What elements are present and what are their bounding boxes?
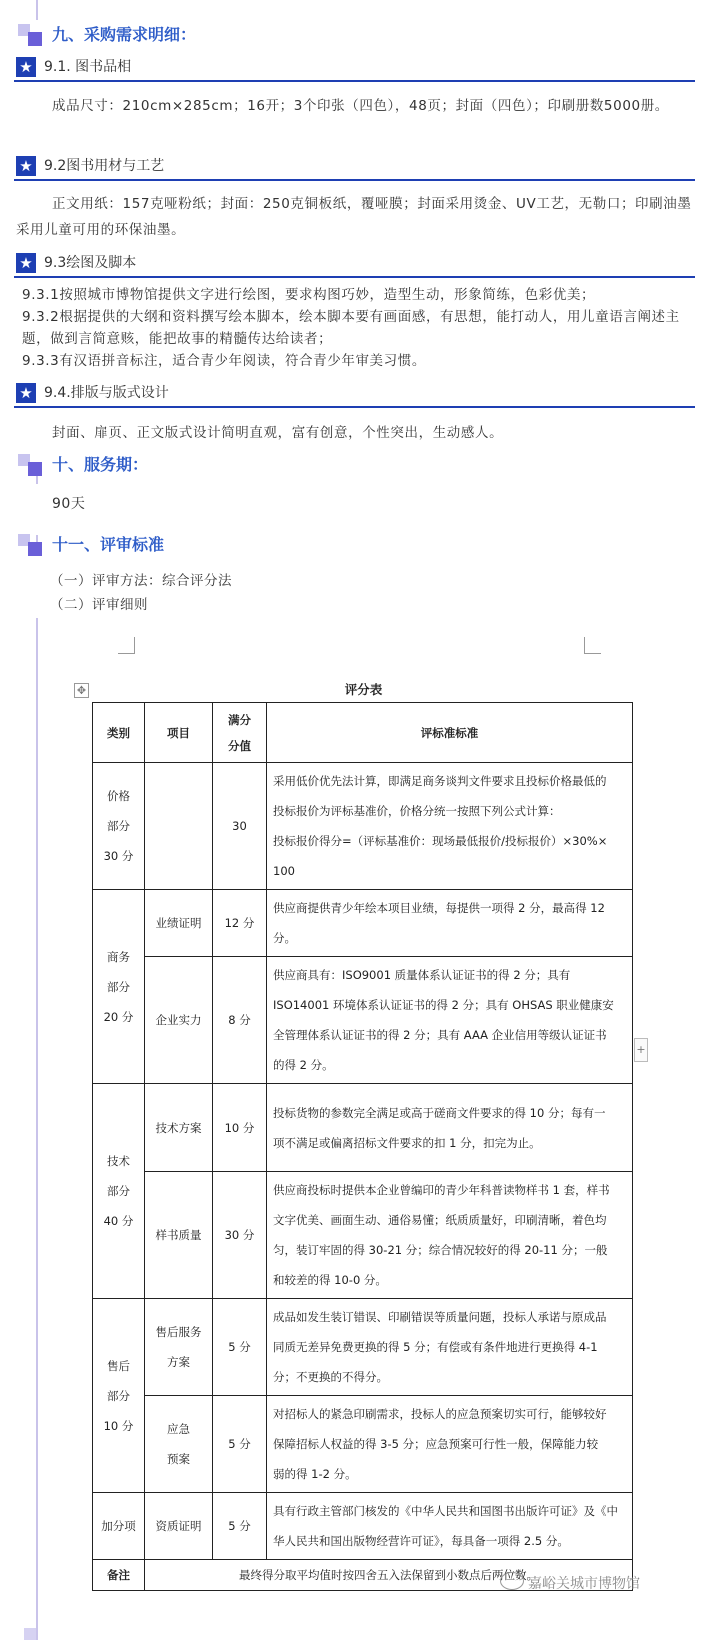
page-corner-mark bbox=[584, 637, 601, 654]
score-cell: 5 分 bbox=[213, 1396, 267, 1493]
square-bullet-icon bbox=[28, 32, 42, 46]
table-row bbox=[93, 1396, 633, 1493]
subheading-9-4: ★ 9.4.排版与版式设计 bbox=[14, 382, 695, 408]
criteria-cell: 投标货物的参数完全满足或高于磋商文件要求的得 10 分；每有一 项不满足或偏离招标文件要求的扣 1 分，扣完为止。 bbox=[267, 1084, 633, 1172]
star-icon: ★ bbox=[16, 156, 36, 176]
wechat-icon bbox=[500, 1572, 524, 1590]
paragraph-9-4: 封面、扉页、正文版式设计简明直观，富有创意，个性突出，生动感人。 bbox=[52, 425, 504, 441]
criteria-cell: 成品如发生装订错误、印刷错误等质量问题，投标人承诺与原成品 同质无差异免费更换的得 5 分；有偿或有条件地进行更换得 4-1 分；不更换的不得分。 bbox=[267, 1299, 633, 1396]
header-item: 项目 bbox=[145, 703, 213, 763]
item-cell: 应急 预案 bbox=[145, 1396, 213, 1493]
item-cell: 售后服务 方案 bbox=[145, 1299, 213, 1396]
item-cell bbox=[145, 763, 213, 890]
table-row bbox=[93, 957, 633, 1084]
table-move-handle[interactable]: ✥ bbox=[74, 683, 89, 698]
item-cell: 企业实力 bbox=[145, 957, 213, 1084]
score-cell: 12 分 bbox=[213, 890, 267, 957]
score-cell: 5 分 bbox=[213, 1299, 267, 1396]
paragraph-9-2: 正文用纸：157克哑粉纸；封面：250克铜板纸，覆哑膜；封面采用烫金、UV工艺，无勒口；印刷油墨采用儿童可用的环保油墨。 bbox=[16, 196, 692, 238]
criteria-cell: 采用低价优先法计算，即满足商务谈判文件要求且投标价格最低的 投标报价为评标基准价，价格分统一按照下列公式计算： 投标报价得分=（评标基准价：现场最低报价/投标报价）×30%× 100 bbox=[267, 763, 633, 890]
service-period: 90天 bbox=[52, 496, 86, 512]
score-cell: 30 bbox=[213, 763, 267, 890]
scoring-table bbox=[92, 702, 633, 1591]
subheading-9-1: ★ 9.1. 图书品相 bbox=[14, 56, 695, 82]
item-cell: 技术方案 bbox=[145, 1084, 213, 1172]
page-corner-mark bbox=[118, 637, 135, 654]
criteria-cell: 供应商投标时提供本企业曾编印的青少年科普读物样书 1 套，样书 文字优美、画面生动、通俗易懂；纸质质量好，印刷清晰，着色均 匀，装订牢固的得 30-21 分；综合情况较好的得 20-11 分；一般 和较差的得 10-0 分。 bbox=[267, 1172, 633, 1299]
watermark: 嘉峪关城市博物馆 bbox=[500, 1572, 640, 1593]
item-cell: 资质证明 bbox=[145, 1493, 213, 1560]
list-9-3 bbox=[22, 284, 694, 372]
category-business: 商务 部分 20 分 bbox=[93, 890, 145, 1084]
category-technical: 技术 部分 40 分 bbox=[93, 1084, 145, 1299]
criteria-cell: 具有行政主管部门核发的《中华人民共和国图书出版许可证》及《中 华人民共和国出版物经营许可证》，每具备一项得 2.5 分。 bbox=[267, 1493, 633, 1560]
star-icon: ★ bbox=[16, 383, 36, 403]
left-guide-line bbox=[36, 618, 38, 1640]
score-cell: 5 分 bbox=[213, 1493, 267, 1560]
header-criteria: 评标准标准 bbox=[267, 703, 633, 763]
table-header-row bbox=[93, 703, 633, 763]
list-item: 9.3.3有汉语拼音标注，适合青少年阅读，符合青少年审美习惯。 bbox=[22, 353, 426, 369]
score-cell: 8 分 bbox=[213, 957, 267, 1084]
star-icon: ★ bbox=[16, 57, 36, 77]
paragraph-9-1: 成品尺寸：210cm×285cm；16开；3个印张（四色），48页；封面（四色）；印刷册数5000册。 bbox=[52, 98, 669, 114]
table-row bbox=[93, 1493, 633, 1560]
square-bullet-icon bbox=[28, 462, 42, 476]
table-row bbox=[93, 763, 633, 890]
list-item: 9.3.1按照城市博物馆提供文字进行绘图，要求构图巧妙，造型生动，形象简练，色彩优美； bbox=[22, 287, 596, 303]
review-method: （一）评审方法：综合评分法 bbox=[50, 573, 232, 589]
category-aftersale: 售后 部分 10 分 bbox=[93, 1299, 145, 1493]
square-bullet-icon bbox=[24, 1628, 36, 1640]
category-bonus: 加分项 bbox=[93, 1493, 145, 1560]
table-row bbox=[93, 1299, 633, 1396]
item-cell: 样书质量 bbox=[145, 1172, 213, 1299]
review-detail: （二）评审细则 bbox=[50, 597, 148, 613]
table-title: 评分表 bbox=[344, 682, 383, 697]
criteria-cell: 对招标人的紧急印刷需求，投标人的应急预案切实可行，能够较好 保障招标人权益的得 3-5 分；应急预案可行性一般，保障能力较 弱的得 1-2 分。 bbox=[267, 1396, 633, 1493]
score-cell: 30 分 bbox=[213, 1172, 267, 1299]
star-icon: ★ bbox=[16, 253, 36, 273]
left-guide-line bbox=[36, 0, 38, 20]
item-cell: 业绩证明 bbox=[145, 890, 213, 957]
criteria-cell: 供应商具有：ISO9001 质量体系认证证书的得 2 分；具有 ISO14001 环境体系认证证书的得 2 分；具有 OHSAS 职业健康安 全管理体系认证证书的得 2 分；具有 AAA 企业信用等级认证证书 的得 2 分。 bbox=[267, 957, 633, 1084]
score-cell: 10 分 bbox=[213, 1084, 267, 1172]
criteria-cell: 供应商提供青少年绘本项目业绩，每提供一项得 2 分，最高得 12 分。 bbox=[267, 890, 633, 957]
table-row bbox=[93, 1084, 633, 1172]
header-category: 类别 bbox=[93, 703, 145, 763]
list-item: 9.3.2根据提供的大纲和资料撰写绘本脚本，绘本脚本要有画面感，有思想，能打动人，用儿童语言阐述主题，做到言简意赅，能把故事的精髓传达给读者； bbox=[22, 309, 680, 347]
note-text: 最终得分取平均值时按四舍五入法保留到小数点后两位数。 bbox=[145, 1560, 633, 1591]
subheading-9-3: ★ 9.3绘图及脚本 bbox=[14, 252, 695, 278]
note-label: 备注 bbox=[93, 1560, 145, 1591]
subheading-9-2: ★ 9.2图书用材与工艺 bbox=[14, 155, 695, 181]
table-row bbox=[93, 890, 633, 957]
header-score: 满分 分值 bbox=[213, 703, 267, 763]
add-column-handle[interactable]: + bbox=[634, 1038, 648, 1062]
square-bullet-icon bbox=[28, 542, 42, 556]
table-row bbox=[93, 1172, 633, 1299]
category-price: 价格 部分 30 分 bbox=[93, 763, 145, 890]
